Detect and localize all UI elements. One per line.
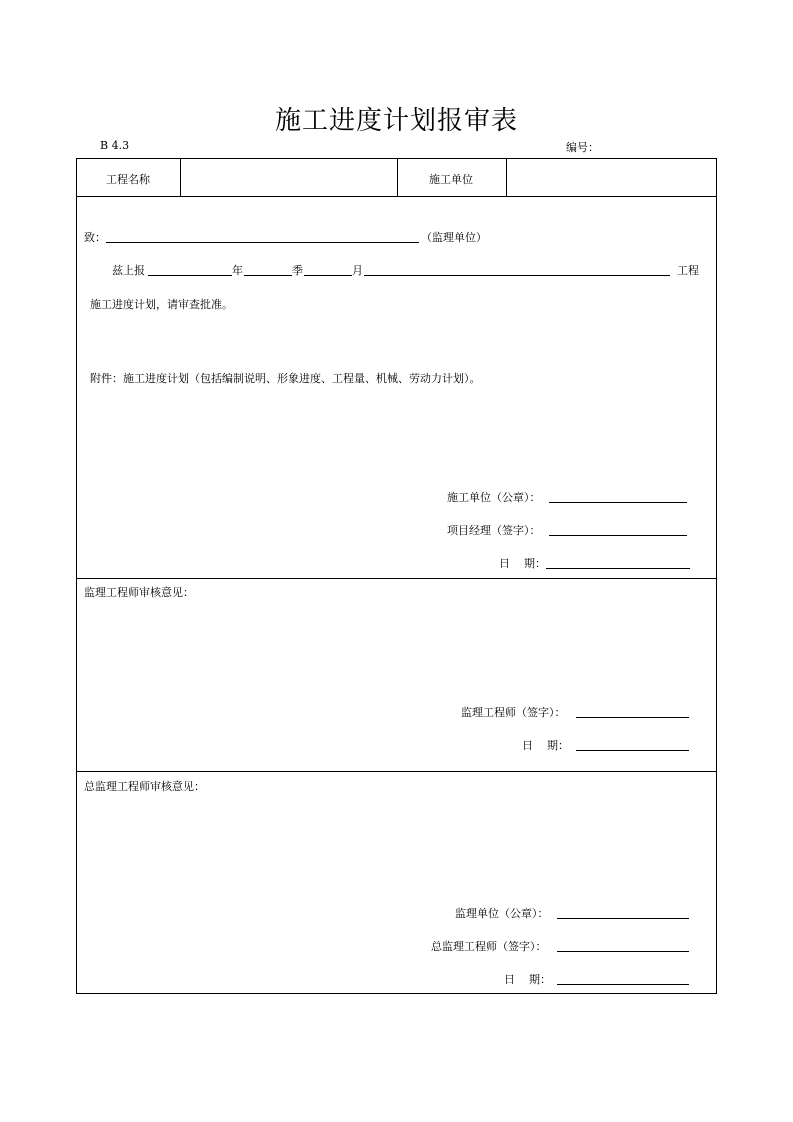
project-field[interactable] xyxy=(364,275,670,276)
divider-section2 xyxy=(76,578,717,579)
season-label: 季 xyxy=(292,264,303,277)
serial-number-label: 编号： xyxy=(566,141,599,154)
page-title: 施工进度计划报审表 xyxy=(274,106,518,136)
contractor-seal-field[interactable] xyxy=(549,502,687,503)
form-frame xyxy=(76,158,717,994)
chief-review-heading: 总监理工程师审核意见： xyxy=(84,780,205,793)
form-code: B 4.3 xyxy=(100,139,130,152)
report-prefix: 兹上报 xyxy=(112,264,145,277)
engineer-review-heading: 监理工程师审核意见： xyxy=(84,586,194,599)
construction-unit-label: 施工单位 xyxy=(429,173,473,186)
supervision-seal-label: 监理单位（公章）： xyxy=(455,907,549,920)
chief-signature-label: 总监理工程师（签字）： xyxy=(431,940,547,953)
cell-divider-1 xyxy=(180,158,181,197)
request-text: 施工进度计划，请审查批准。 xyxy=(90,298,233,311)
project-suffix: 工程 xyxy=(677,264,699,277)
date-label-2: 日 期： xyxy=(522,739,569,752)
date-field-1[interactable] xyxy=(546,568,690,569)
attachment-text: 附件：施工进度计划（包括编制说明、形象进度、工程量、机械、劳动力计划）。 xyxy=(90,372,481,385)
divider-section3 xyxy=(76,771,717,772)
chief-signature-field[interactable] xyxy=(557,951,689,952)
project-name-label: 工程名称 xyxy=(106,173,150,186)
date-label-3: 日 期： xyxy=(504,973,551,986)
to-label: 致： xyxy=(84,231,106,244)
month-label: 月 xyxy=(352,264,363,277)
contractor-seal-label: 施工单位（公章）： xyxy=(447,491,541,504)
cell-divider-3 xyxy=(506,158,507,197)
engineer-signature-field[interactable] xyxy=(576,717,689,718)
year-field[interactable] xyxy=(148,275,232,276)
supervision-unit-suffix: （监理单位） xyxy=(421,231,487,244)
project-manager-field[interactable] xyxy=(549,535,687,536)
supervision-seal-field[interactable] xyxy=(557,918,689,919)
cell-divider-2 xyxy=(397,158,398,197)
project-manager-label: 项目经理（签字）： xyxy=(447,524,541,537)
year-label: 年 xyxy=(232,264,243,277)
date-field-3[interactable] xyxy=(557,984,689,985)
date-field-2[interactable] xyxy=(576,750,689,751)
date-label-1: 日 期： xyxy=(499,557,546,570)
season-field[interactable] xyxy=(244,275,292,276)
supervision-unit-field[interactable] xyxy=(106,242,419,243)
engineer-signature-label: 监理工程师（签字）： xyxy=(461,706,566,719)
month-field[interactable] xyxy=(304,275,352,276)
